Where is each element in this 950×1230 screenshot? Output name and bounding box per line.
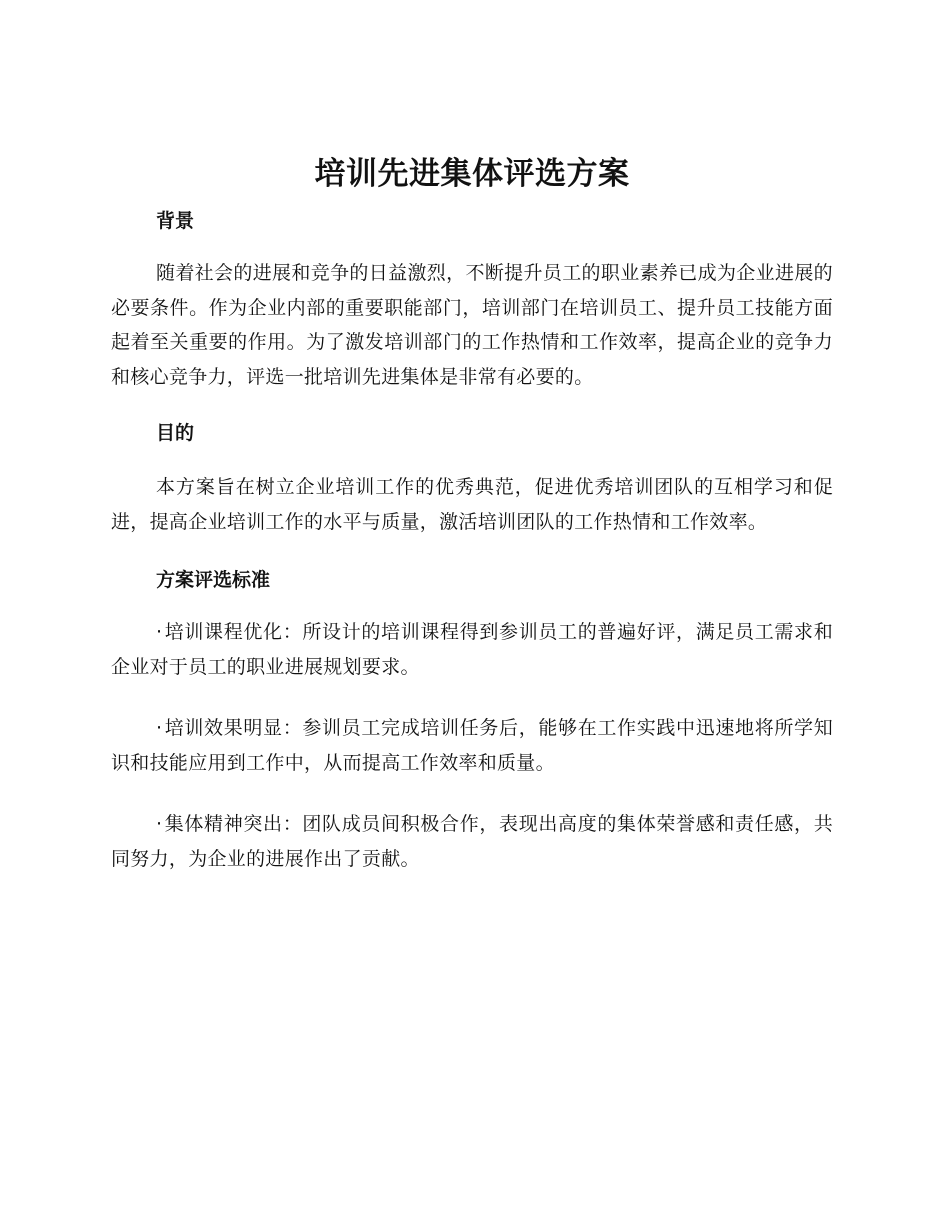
document-body xyxy=(111,150,833,903)
section-heading-criteria: 方案评选标准 xyxy=(156,569,271,591)
criteria-item-text: 培训效果明显：参训员工完成培训任务后，能够在工作实践中迅速地将所学知识和技能应用到工作中，从而提高工作效率和质量。 xyxy=(111,717,833,774)
criteria-list xyxy=(111,615,833,876)
bullet-icon: · xyxy=(156,813,163,835)
bullet-icon: · xyxy=(156,621,163,643)
criteria-item-text: 培训课程优化：所设计的培训课程得到参训员工的普遍好评，满足员工需求和企业对于员工的职业进展规划要求。 xyxy=(111,621,833,678)
section-heading-purpose: 目的 xyxy=(156,422,195,444)
bullet-icon: · xyxy=(156,717,163,739)
criteria-item xyxy=(111,807,833,876)
document-title: 培训先进集体评选方案 xyxy=(314,156,630,192)
criteria-item xyxy=(111,615,833,684)
criteria-item xyxy=(111,711,833,780)
section-heading-background: 背景 xyxy=(156,210,195,232)
paragraph-purpose: 本方案旨在树立企业培训工作的优秀典范，促进优秀培训团队的互相学习和促进，提高企业培训工作的水平与质量，激活培训团队的工作热情和工作效率。 xyxy=(111,476,833,533)
paragraph-background: 随着社会的进展和竞争的日益激烈，不断提升员工的职业素养已成为企业进展的必要条件。作为企业内部的重要职能部门，培训部门在培训员工、提升员工技能方面起着至关重要的作用。为了激发培训部门的工作热情和工作效率，提高企业的竞争力和核心竞争力，评选一批培训先进集体是非常有必要的。 xyxy=(111,262,833,388)
criteria-item-text: 集体精神突出：团队成员间积极合作，表现出高度的集体荣誉感和责任感，共同努力，为企业的进展作出了贡献。 xyxy=(111,813,833,870)
